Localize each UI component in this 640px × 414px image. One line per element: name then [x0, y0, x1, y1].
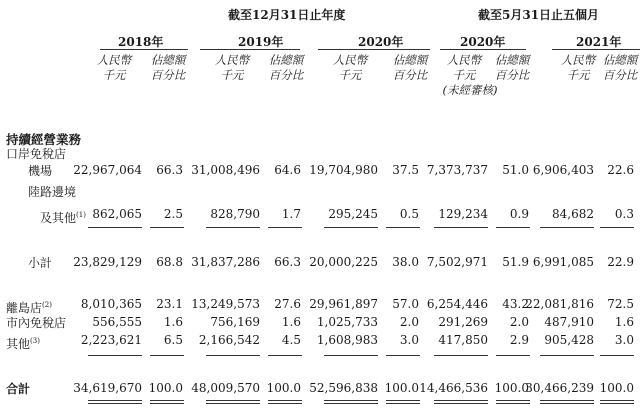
section-ongoing-operations: 持續經營業務 [6, 132, 82, 147]
cell-value: 14,466,536 [419, 381, 488, 395]
unit-pct-2021-5m: 佔總額 百分比 [602, 53, 638, 82]
cell-pct: 57.0 [392, 297, 419, 311]
header-rule-2020-5m [440, 49, 526, 50]
cell-pct: 1.7 [281, 207, 301, 221]
total-rule [496, 355, 530, 356]
cell-pct: 37.5 [392, 163, 419, 177]
cell-value: 2,223,621 [80, 333, 142, 347]
cell-value: 31,837,286 [191, 255, 260, 269]
unit-rmb-2019: 人民幣 千元 [214, 53, 250, 82]
subtotal-rule [386, 227, 420, 228]
cell-pct: 27.6 [274, 297, 301, 311]
total-double-rule [540, 400, 594, 404]
header-rule-2018 [100, 49, 188, 50]
cell-value: 84,682 [552, 207, 594, 221]
year-header-2018: 2018年 [118, 35, 164, 49]
cell-pct: 100.0 [494, 381, 529, 395]
table-row-total [0, 380, 640, 398]
cell-value: 6,906,403 [532, 163, 594, 177]
subtotal-rule [600, 227, 634, 228]
label-port-duty-free: 口岸免稅店 [6, 147, 67, 161]
year-header-2021-5m: 2021年 [576, 35, 622, 49]
cell-pct: 100.0 [266, 381, 301, 395]
cell-value: 48,009,570 [191, 381, 260, 395]
unit-rmb-2020: 人民幣 千元 [332, 53, 368, 82]
header-rule-2020 [318, 49, 430, 50]
subtotal-rule [88, 227, 142, 228]
header-rule-2019 [200, 49, 300, 50]
subtotal-rule [324, 227, 378, 228]
subtotal-rule [540, 227, 594, 228]
row-label: 其他$^{(3)}$ [6, 337, 40, 351]
cell-pct: 38.0 [392, 255, 419, 269]
unit-rmb-2020-5m: 人民幣 千元 [446, 53, 482, 82]
table-row-airport [0, 162, 640, 180]
cell-pct: 3.0 [399, 333, 419, 347]
cell-pct: 6.5 [163, 333, 183, 347]
total-double-rule [206, 400, 260, 404]
cell-value: 129,234 [438, 207, 488, 221]
table-row-island [0, 296, 640, 314]
cell-pct: 66.3 [274, 255, 301, 269]
cell-pct: 66.3 [156, 163, 183, 177]
unit-pct-2018: 佔總額 百分比 [150, 53, 186, 82]
cell-value: 905,428 [544, 333, 594, 347]
unit-rmb-2021-5m: 人民幣 千元 [560, 53, 596, 82]
unit-pct-2019: 佔總額 百分比 [268, 53, 304, 82]
cell-value: 34,619,670 [73, 381, 142, 395]
subtotal-rule [496, 227, 530, 228]
unit-pct-2020-5m: 佔總額 百分比 [494, 53, 530, 82]
cell-value: 31,008,496 [191, 163, 260, 177]
row-label: 合計 [6, 382, 31, 396]
cell-pct: 2.0 [509, 315, 529, 329]
cell-pct: 100.0 [384, 381, 419, 395]
total-double-rule [600, 400, 634, 404]
cell-pct: 43.2 [502, 297, 529, 311]
unit-rmb-2018: 人民幣 千元 [96, 53, 132, 82]
cell-value: 19,704,980 [309, 163, 378, 177]
subtotal-rule [150, 227, 184, 228]
table-row-other [0, 332, 640, 350]
cell-pct: 22.6 [607, 163, 634, 177]
cell-value: 556,555 [92, 315, 142, 329]
cell-pct: 64.6 [274, 163, 301, 177]
cell-pct: 22.9 [607, 255, 634, 269]
cell-pct: 0.3 [614, 207, 634, 221]
cell-value: 22,081,816 [525, 297, 594, 311]
unaudited-note: (未經審核) [442, 83, 498, 97]
row-label: 及其他$^{(1)}$ [40, 211, 86, 225]
total-double-rule [434, 400, 488, 404]
cell-pct: 2.0 [399, 315, 419, 329]
cell-value: 22,967,064 [73, 163, 142, 177]
cell-value: 2,166,542 [198, 333, 260, 347]
year-header-2019: 2019年 [238, 35, 284, 49]
subtotal-rule [268, 227, 302, 228]
row-label: 機場 [28, 164, 53, 178]
cell-value: 862,065 [92, 207, 142, 221]
cell-value: 295,245 [328, 207, 378, 221]
cell-pct: 1.6 [163, 315, 183, 329]
row-label: 市內免稅店 [6, 316, 67, 330]
cell-pct: 0.9 [509, 207, 529, 221]
cell-value: 756,169 [210, 315, 260, 329]
total-double-rule [496, 400, 530, 404]
total-rule [434, 355, 488, 356]
header-rule-2021-5m [552, 49, 640, 50]
row-label: 離島店$^{(2)}$ [6, 301, 52, 315]
total-rule [324, 355, 378, 356]
total-double-rule [88, 400, 142, 404]
cell-value: 23,829,129 [73, 255, 142, 269]
year-header-2020-5m: 2020年 [460, 35, 506, 49]
unit-pct-2020: 佔總額 百分比 [392, 53, 428, 82]
cell-pct: 51.9 [502, 255, 529, 269]
label-land-border: 陸路邊境 [28, 185, 77, 199]
total-rule [540, 355, 594, 356]
total-rule [150, 355, 184, 356]
cell-pct: 2.9 [509, 333, 529, 347]
cell-pct: 0.5 [399, 207, 419, 221]
cell-pct: 51.0 [502, 163, 529, 177]
total-double-rule [324, 400, 378, 404]
cell-pct: 1.6 [281, 315, 301, 329]
cell-value: 1,608,983 [316, 333, 378, 347]
table-row-land-border [0, 206, 640, 224]
cell-pct: 100.0 [599, 381, 634, 395]
cell-pct: 68.8 [156, 255, 183, 269]
total-double-rule [268, 400, 302, 404]
cell-pct: 1.6 [614, 315, 634, 329]
cell-pct: 72.5 [607, 297, 634, 311]
cell-value: 7,502,971 [426, 255, 488, 269]
total-double-rule [150, 400, 184, 404]
cell-value: 487,910 [544, 315, 594, 329]
cell-value: 1,025,733 [316, 315, 378, 329]
cell-pct: 100.0 [148, 381, 183, 395]
cell-pct: 23.1 [156, 297, 183, 311]
cell-pct: 3.0 [614, 333, 634, 347]
total-rule [386, 355, 420, 356]
row-label: 小計 [28, 256, 53, 270]
cell-pct: 2.5 [163, 207, 183, 221]
total-rule [206, 355, 260, 356]
subtotal-rule [206, 227, 260, 228]
cell-value: 8,010,365 [80, 297, 142, 311]
period-header-fy: 截至12月31日止年度 [228, 8, 346, 22]
cell-value: 6,991,085 [532, 255, 594, 269]
cell-value: 6,254,446 [426, 297, 488, 311]
cell-value: 291,269 [438, 315, 488, 329]
total-double-rule [386, 400, 420, 404]
table-row-city [0, 314, 640, 332]
total-rule [268, 355, 302, 356]
cell-value: 828,790 [210, 207, 260, 221]
cell-value: 29,961,897 [309, 297, 378, 311]
cell-value: 20,000,225 [309, 255, 378, 269]
cell-value: 7,373,737 [426, 163, 488, 177]
total-rule [600, 355, 634, 356]
cell-value: 52,596,838 [309, 381, 378, 395]
period-header-5m: 截至5月31日止五個月 [478, 8, 600, 22]
year-header-2020: 2020年 [358, 35, 404, 49]
cell-value: 13,249,573 [191, 297, 260, 311]
cell-pct: 4.5 [281, 333, 301, 347]
cell-value: 417,850 [438, 333, 488, 347]
subtotal-rule [434, 227, 488, 228]
table-row-subtotal [0, 254, 640, 272]
total-rule [88, 355, 142, 356]
cell-value: 30,466,239 [525, 381, 594, 395]
